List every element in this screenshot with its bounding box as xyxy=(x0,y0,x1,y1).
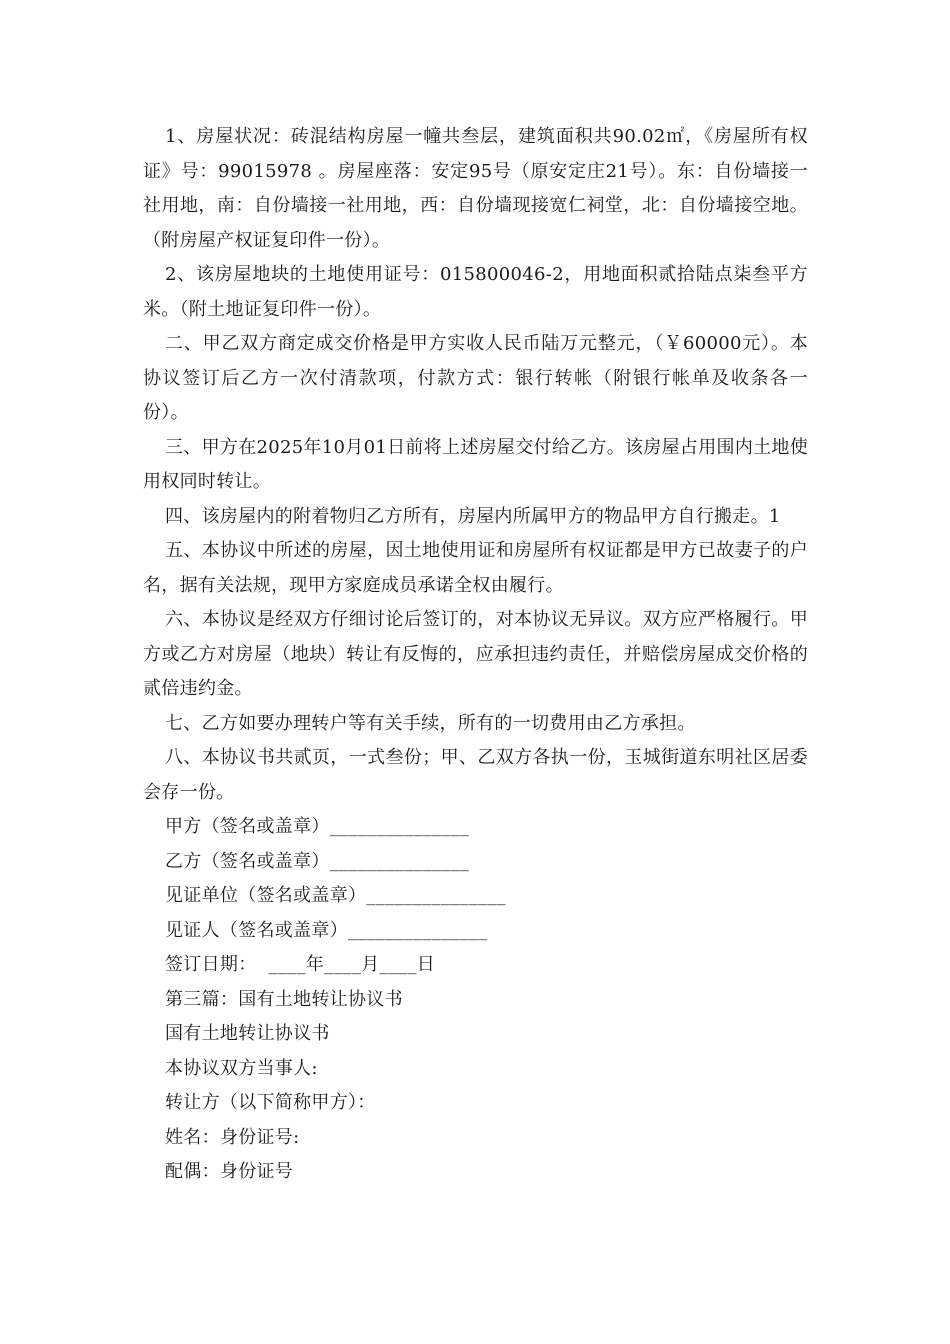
signature-witness-unit: 见证单位（签名或盖章）_______________ xyxy=(165,885,506,906)
paragraph-fees: 七、乙方如要办理转户等有关手续，所有的一切费用由乙方承担。 xyxy=(165,712,696,734)
paragraph-copies: 八、本协议书共贰页，一式叁份；甲、乙双方各执一份，玉城街道东明社区居委会存一份。 xyxy=(143,747,808,803)
paragraph-delivery: 三、甲方在2025年10月01日前将上述房屋交付给乙方。该房屋占用围内土地使用权同时转让。 xyxy=(143,436,809,492)
paragraph-price: 二、甲乙双方商定成交价格是甲方实收人民币陆万元整元，（￥60000元）。本协议签订后乙方一次付清款项，付款方式：银行转帐（附银行帐单及收条各一份）。 xyxy=(143,333,808,423)
document-title: 国有土地转让协议书 xyxy=(165,1023,330,1044)
signing-date: 签订日期： ____年____月____日 xyxy=(165,954,436,975)
signature-party-b: 乙方（签名或盖章）_______________ xyxy=(165,850,470,872)
section-heading: 第三篇：国有土地转让协议书 xyxy=(165,988,403,1010)
transferor-label: 转让方（以下简称甲方）： xyxy=(165,1092,376,1113)
name-id-field: 姓名：身份证号: xyxy=(165,1126,300,1148)
paragraph-house-status: 1、房屋状况：砖混结构房屋一幢共叁层，建筑面积共90.02㎡，《房屋所有权证》号：99015978 。房屋座落：安定95号（原安定庄21号）。东：自份墙接一社用地，南：自份墙接一社用地，西：自份墙现接宽仁祠堂，北：自份墙接空地。（附房屋产权证复印件一份）。 xyxy=(143,126,808,251)
document-body xyxy=(143,120,808,1190)
paragraph-attachments: 四、该房屋内的附着物归乙方所有，房屋内所属甲方的物品甲方自行搬走。1 xyxy=(165,505,781,527)
paragraph-land-certificate: 2、该房屋地块的土地使用证号：015800046-2，用地面积贰拾陆点柒叁平方米。（附土地证复印件一份）。 xyxy=(143,264,808,320)
paragraph-breach: 六、本协议是经双方仔细讨论后签订的，对本协议无异议。双方应严格履行。甲方或乙方对房屋（地块）转让有反悔的，应承担违约责任，并赔偿房屋成交价格的贰倍违约金。 xyxy=(143,609,808,699)
paragraph-ownership: 五、本协议中所述的房屋，因土地使用证和房屋所有权证都是甲方已故妻子的户名，据有关法规，现甲方家庭成员承诺全权由履行。 xyxy=(143,540,808,596)
spouse-id-field: 配偶：身份证号 xyxy=(165,1161,294,1182)
signature-party-a: 甲方（签名或盖章）_______________ xyxy=(165,816,470,837)
parties-intro: 本协议双方当事人: xyxy=(165,1057,318,1079)
signature-witness: 见证人（签名或盖章）_______________ xyxy=(165,919,488,941)
